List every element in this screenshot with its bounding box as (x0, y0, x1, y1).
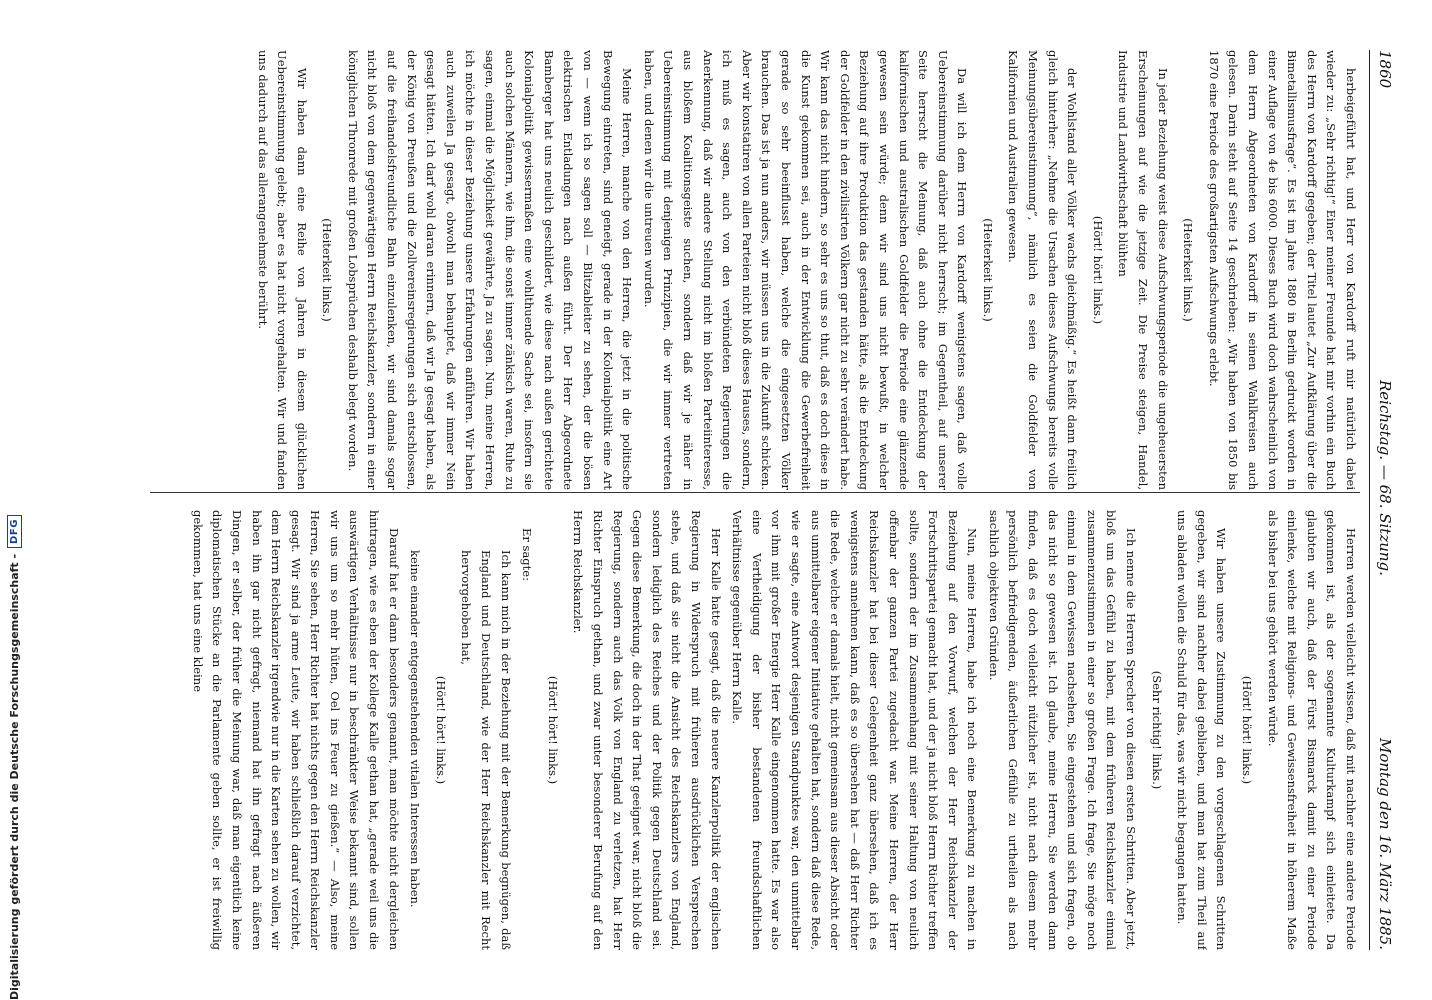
paragraph: Wir haben dann eine Reihe von Jahren in diesem glücklichen Uebereinstimmung gelebt; aber es hat nicht vorgehalten. Wir und fanden uns dadurch auf das allerangenehmste berührt. (255, 50, 309, 490)
stage-direction: (Heiterkeit links.) (320, 218, 335, 322)
stage-direction: (Heiterkeit links.) (980, 218, 995, 322)
paragraph: der Wohlstand aller Völker wachs gleichmäßig.“ Es heißt dann freilich gleich hinterher: „Nehme die Ursachen dieses Aufschwungs bereits volle Meinungsübereinstimmung“, nämlich es seien die Goldfelder von Kalifornien und Australien gewesen. (1006, 50, 1080, 490)
quotation: Ich kann mich in der Beziehung mit der Bemerkung begnügen, daß England und Deutschland, wie der Herr Reichskanzler mit Recht hervorgehoben hat, (459, 550, 513, 950)
paragraph: Wir haben unsere Zustimmung zu den vorgeschlagenen Schritten gegeben, wir sind nachher dabei geblieben, und man hat zum Theil auf uns abladen wollen die Schuld für das, was wir nicht begangen hatten. (1175, 510, 1229, 950)
digitization-credit (2, 0, 26, 1000)
running-title: Reichstag. — 68. Sitzung. (1376, 380, 1394, 576)
paragraph: Er sagte: (520, 528, 535, 581)
dfg-logo: DFG (7, 515, 22, 548)
paragraph: herbeigeführt hat, und Herr von Kardorff ruft mir natürlich dabei wieder zu: „Sehr richtig!“ Einer meiner Freunde hat mir vorhin ein Buch des Herrn von Kardorff gegeben; der Titel lautet „Zur Aufklärung über die Bimetallismusfrage“. Es ist im Jahre 1880 in Berlin gedruckt worden in einer Auflage von 4e bis 6000. Dieses Buch wird doch wahrscheinlich von dem Herrn Abgeordneten von Kardorff in seinen Wahlkreisen auch gelesen. Darin steht auf Seite 14 geschrieben: „Wir haben von 1850 bis 1870 eine Periode des großartigsten Aufschwungs erlebt. (1206, 50, 1358, 490)
stage-direction: (Hört! hört! links.) (1090, 215, 1105, 325)
quotation: keine einander entgegenstehenden vitalen Interessen haben. (408, 550, 423, 908)
page-header (1369, 50, 1398, 950)
session-date: Montag den 16. März 1885. (1376, 737, 1394, 950)
stage-direction: (Hört! hört! links.) (545, 675, 560, 785)
paragraph: Meine Herren, manche von den Herren, die jetzt in die politische Bewegung eintreten, sind geneigt, gerade in der Kolonialpolitik eine Art von — wenn ich so sagen soll — Blitzableiter zu sehen, der die bösen elektrischen Entladungen nach außen führt. Der Herr Abgeordnete Bamberger hat uns neulich geschildert, wie diese nach außen gerichtete Kolonialpolitik gewissermaßen eine wohlthuende Sache sei, insofern sie auch solchen Männern, wie ihm, die sonst immer zänkisch waren, Ruhe zu sagen, einmal die Möglichkeit gewährte, Ja zu sagen. Nun, meine Herren, ich möchte in dieser Beziehung unsere Erfahrungen anführen. Wir haben auch zuweilen Ja gesagt, obwohl man behauptet, daß wir immer Nein gesagt hätten. Ich darf wohl daran erinnern, daß wir Ja gesagt haben, als der König von Preußen und die Zollvereinsregierungen sich entschlossen, auf die freihandelsfreundliche Bahn einzulenken, wir sind damals sogar nicht bloß von dem gegenwärtigen Herrn Reichskanzler, sondern in einer königlichen Thronrede mit großen Lobsprüchen deshalb belegt worden. (345, 50, 635, 490)
paragraph: Ich nenne die Herren Sprecher von diesen ersten Schritten. Aber jetzt, bloß um das Gefühl zu haben, mit dem früheren Reichskanzler einmal zusammenzustimmen in einer so großen Frage. Ich frage, Sie möge noch einmal in dem Gewissen nachsehen, Sie eingestehen und sich fragen, ob das nicht so gewesen ist. Ich glaube, meine Herren, Sie werden dann finden, daß es doch vielleicht nützlicher ist, nicht nach diesem mehr persönlich befriedigenden, äußerlichen Gefühle zu urtheilen als nach sachlich objektiven Gründen. (986, 510, 1139, 950)
stage-direction: (Hört! hört! links.) (433, 675, 448, 785)
column-divider (150, 492, 1360, 493)
document-page (110, 0, 1420, 1000)
paragraph: Nun, meine Herren, habe ich noch eine Bemerkung zu machen in Beziehung auf den Vorwurf, welchen der Herr Reichskanzler der Fortschrittspartei gemacht hat, und der ja nicht bloß Herrn Richter treffen sollte, sondern der im Zusammenhang mit seiner Haltung von neulich offenbar der ganzen Partei zugedacht war. Meine Herren, der Herr Reichskanzler hat bei dieser Gelegenheit ganz übersehen, daß ich es wenigstens annehmen kann, daß es so übersehen hat — daß Herr Richter die Rede, welche er damals hielt, nicht gemeinsam aus dieser Absicht oder aus unmittelbarer eigener Initiative gehalten hat, sondern daß diese Rede, wie er sagte, eine Antwort desjenigen Standpunktes war, den unmittelbar vor ihm mit großer Energie Herr Kalle eingenommen hatte. Es war also eine Vertheidigung der bisher bestandenen freundschaftlichen Verhältnisse gegenüber Herrn Kalle. (730, 510, 980, 950)
left-column (140, 50, 1360, 490)
stage-direction: (Sehr richtig! links.) (1149, 670, 1164, 790)
right-column (140, 510, 1360, 950)
paragraph: Herr Kalle hatte gesagt, daß die neuere Kanzlerpolitik der englischen Regierung in Widerspruch mit früheren ausdrücklichen Versprechen stehe, und daß sie nicht die Ansicht des Reichskanzlers von England, sondern lediglich des Reiches und der Politik gegen Deutschland sei. Gegen diese Bemerkung, die doch in der That geeignet war, nicht bloß die Regierung, sondern auch das Volk von England zu verletzen, hat Herr Richter Einspruch gethan, und zwar unter besonderer Berufung auf den Herrn Reichskanzler. (571, 510, 723, 950)
paragraph: Darauf hat er dann besonders genannt, man möchte nicht dergleichen hintragen, wie es eben der Kollege Kalle gethan hat, „gerade weil uns die auswärtigen Verhältnisse nur in beschränkter Weise bekannt sind, sollen wir uns um so mehr hüten, Oel ins Feuer zu gießen.“ — Also, meine Herren, Sie sehen, Herr Richter hat nichts gegen den Herrn Reichskanzler gesagt. Wir sind ja arme Leute, wir haben schließlich darauf verzichtet, dem Herrn Reichskanzler irgendwie nur in die Karten sehen zu wollen, wir haben ihn gar nicht gefragt, niemand hat ihn gefragt nach äußeren Dingen, er selber, der früher die Meinung war, daß man eigentlich keine diplomatischen Stücke an die Parlamente geben sollte, er ist freiwillig gekommen, hat uns eine kleine (190, 510, 401, 950)
paragraph: In jeder Beziehung weist diese Aufschwungsperiode die ungeheuersten Erscheinungen auf wie die jetzige Zeit. Die Preise steigen, Handel, Industrie und Landwirthschaft blühten (1116, 50, 1170, 490)
credit-text: Digitalisierung gefördert durch die Deutsche Forschungsgemeinschaft - (7, 553, 21, 1000)
paragraph: Da will ich dem Herrn von Kardorff wenigstens sagen, daß volle Uebereinstimmung darüber nicht herrscht; im Gegentheil, auf unserer Seite herrscht die Meinung, daß auch ohne die Entdeckung der kalifornischen und australischen Goldfelder die Periode eine glänzende gewesen sein würde; denn wir sind uns nicht bewußt, in welcher Beziehung auf ihre Produktion das gestanden hätte, als die Entdeckung der Goldfelder in den zivilisirten Völkern gar nicht zu sehr verändert habe. Wir kann das nicht hindern, so sehr es uns so thut, daß es doch diese in die Kunst gekommen sei, auch in der Entwicklung die Gewerbefreiheit gerade so sehr beeinflusst haben, welche die eingesetzten Völker brauchen. Das ist ja nun anders, wir müssen uns in die Zukunft schicken. Aber wir konstatiren von allen Parteien nicht bloß dieses Hauses, sondern, ich muß es sagen, auch von den verbündeten Regierungen die Anerkennung, daß wir andere Stellung nicht im bloßen Parteiinteresse, aus bloßem Koalitionsgeiste suchen, sondern daß wir je näher in Uebereinstimmung mit denjenigen Prinzipien, die wir immer vertreten haben, und denen wir die untreuen wurden. (641, 50, 970, 490)
paragraph: Herren werden vielleicht wissen, daß mit nachher eine andere Periode gekommen ist, als der sogenannte Kulturkampf sich einleitete. Da glaubten wir auch, daß der Fürst Bismarck damit zu einer Periode einlenke, welche mit Religions- und Gewissensfreiheit in höherem Maße als bisher bei uns gehört werden würde. (1265, 510, 1358, 950)
page-number: 1860 (1376, 50, 1394, 89)
stage-direction: (Hört! hört! links.) (1240, 675, 1255, 785)
stage-direction: (Heiterkeit links.) (1181, 218, 1196, 322)
